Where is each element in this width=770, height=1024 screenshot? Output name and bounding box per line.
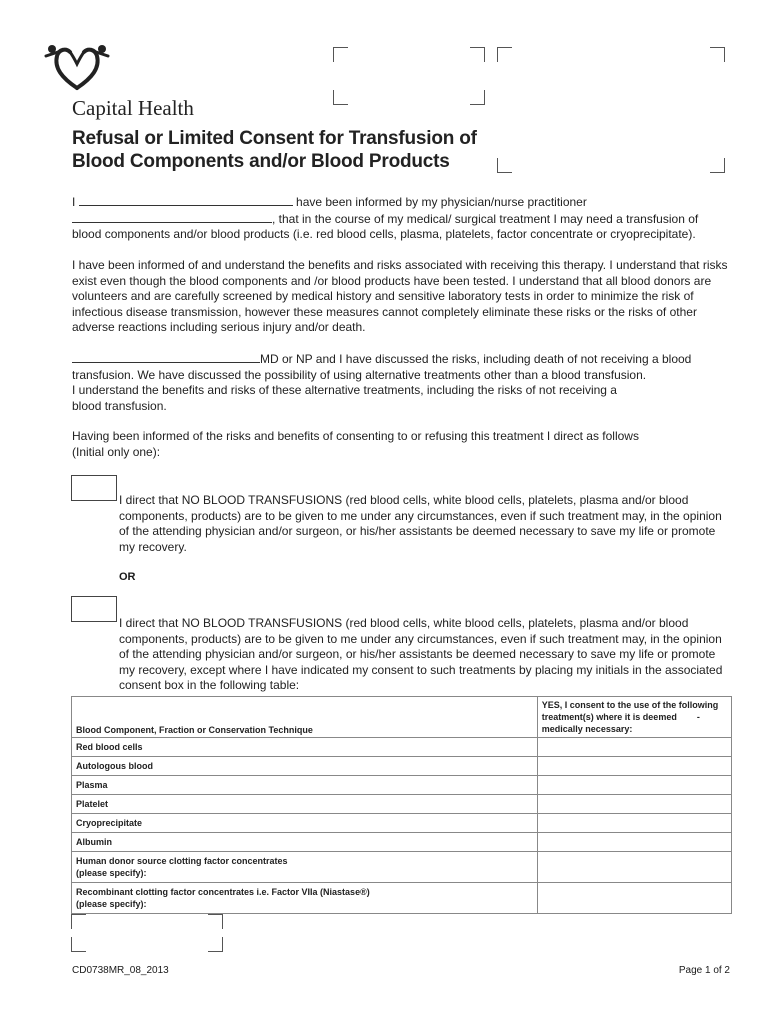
consent-cell-human-donor-factor[interactable]: [537, 852, 731, 883]
corner-mark: [470, 47, 485, 62]
corner-mark: [208, 937, 223, 952]
practitioner-name-field[interactable]: [72, 211, 272, 223]
corner-mark: [710, 47, 725, 62]
row-label: Red blood cells: [72, 738, 538, 757]
row-label: Platelet: [72, 795, 538, 814]
table-row: [72, 833, 732, 852]
table-row: [72, 795, 732, 814]
option-1-initial-box[interactable]: [71, 475, 117, 501]
corner-mark: [333, 90, 348, 105]
form-title-line-1: Refusal or Limited Consent for Transfusion of: [72, 128, 477, 149]
table-row: [72, 757, 732, 776]
or-separator: OR: [119, 571, 136, 583]
corner-mark: [208, 914, 223, 929]
row-label: Human donor source clotting factor concentrates (please specify):: [72, 852, 538, 883]
capital-health-logo-icon: [44, 40, 110, 92]
table-row: [72, 883, 732, 914]
table-header-row: [72, 697, 732, 738]
alternatives-paragraph: MD or NP and I have discussed the risks, including death of not receiving a blood transfusion. We have discussed the possibility of using alternative treatments other than a blood transfusion. I understand the benefits and risks of these alternative treatments, including the risks of not receiving a blood transfusion.: [72, 352, 692, 413]
corner-mark: [333, 47, 348, 62]
form-code: CD0738MR_08_2013: [72, 965, 169, 976]
option-1-text: I direct that NO BLOOD TRANSFUSIONS (red blood cells, white blood cells, platelets, plasma and/or blood components, products) are to be given to me under any circumstances, even if such treatment may, in the opinion of the attending physician and/or surgeon, or his/her assistants be deemed necessary to save my life or promote my recovery.: [119, 493, 722, 554]
consent-cell-recombinant-factor[interactable]: [537, 883, 731, 914]
consent-cell-cryoprecipitate[interactable]: [537, 814, 731, 833]
table-row: [72, 738, 732, 757]
form-title: [72, 127, 477, 173]
row-label: Albumin: [72, 833, 538, 852]
corner-mark: [710, 158, 725, 173]
consent-cell-platelet[interactable]: [537, 795, 731, 814]
patient-name-field[interactable]: [79, 194, 293, 206]
informed-paragraph: I have been informed by my physician/nurse practitioner , that in the course of my medical/ surgical treatment I may need a transfusion of blood components and/or blood products (i.e. red blood cells, plasma, platelets, factor concentrate or cryoprecipitate).: [72, 195, 699, 241]
row-label: Plasma: [72, 776, 538, 795]
table-row: [72, 852, 732, 883]
direction-paragraph: Having been informed of the risks and benefits of consenting to or refusing this treatment I direct as follows (Initial only one):: [72, 429, 639, 459]
consent-cell-plasma[interactable]: [537, 776, 731, 795]
option-2-text: I direct that NO BLOOD TRANSFUSIONS (red blood cells, white blood cells, platelets, plasma and/or blood components, products) are to be given to me under any circumstances, even if such treatment may, in the opinion of the attending physician and/or surgeon, or his/her assistants be deemed necessary to save my life or promote my recovery, except where I have indicated my consent to such treatments by placing my initials in the associated consent box in the following table:: [119, 616, 723, 692]
corner-mark: [497, 47, 512, 62]
organization-name: Capital Health: [72, 96, 194, 120]
risks-paragraph: I have been informed of and understand the benefits and risks associated with receiving this therapy. I understand that risks exist even though the blood components and /or blood products have been tested. I understand that all blood donors are volunteers and are carefully screened by medical history and sensitive laboratory tests in order to minimize the risk of infectious disease transmission, however these measures cannot completely eliminate these risks or the risks of other adverse reactions including serious injury and/or death.: [72, 258, 728, 334]
corner-mark: [470, 90, 485, 105]
row-label: Autologous blood: [72, 757, 538, 776]
consent-cell-red-blood-cells[interactable]: [537, 738, 731, 757]
row-label: Cryoprecipitate: [72, 814, 538, 833]
page-number: Page 1 of 2: [678, 965, 730, 976]
corner-mark: [71, 914, 86, 929]
row-label: Recombinant clotting factor concentrates i.e. Factor VIIa (Niastase®) (please specify):: [72, 883, 538, 914]
col2-header: YES, I consent to the use of the following treatment(s) where it is deemed - medically necessary:: [537, 697, 731, 738]
table-row: [72, 814, 732, 833]
table-row: [72, 776, 732, 795]
consent-cell-albumin[interactable]: [537, 833, 731, 852]
corner-mark: [497, 158, 512, 173]
corner-mark: [71, 937, 86, 952]
md-np-name-field[interactable]: [72, 351, 260, 363]
col1-header: Blood Component, Fraction or Conservation Technique: [72, 697, 538, 738]
consent-cell-autologous-blood[interactable]: [537, 757, 731, 776]
form-title-line-2: Blood Components and/or Blood Products: [72, 151, 450, 172]
consent-table: [71, 696, 732, 914]
option-2-initial-box[interactable]: [71, 596, 117, 622]
